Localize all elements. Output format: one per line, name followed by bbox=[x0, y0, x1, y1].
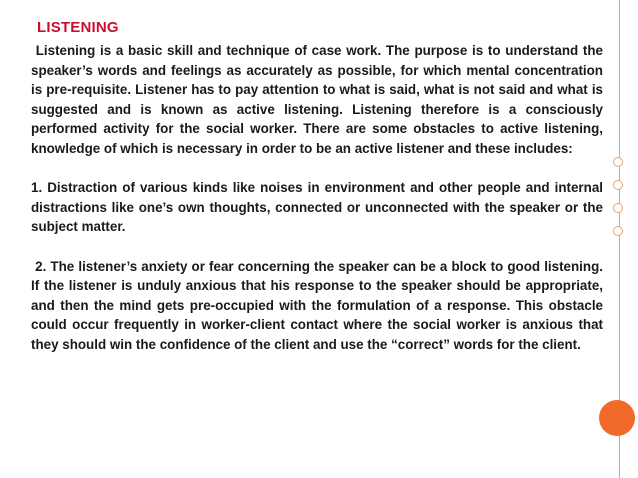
rail-circle-icon bbox=[613, 180, 623, 190]
slide-title: LISTENING bbox=[37, 19, 119, 36]
intro-paragraph: Listening is a basic skill and technique of case work. The purpose is to understand the speaker’s words and feelings as accurately as possible, for which mental concentration is pre-requisite. Listener has to pay attention to what is said, what is not said and what is suggested and is known as active listening. Listening therefore is a consciously performed activity for the social worker. There are some obstacles to active listening, knowledge of which is necessary in order to be an active listener and these includes: bbox=[31, 43, 607, 156]
rail-circle-icon bbox=[613, 203, 623, 213]
point-2-paragraph: 2. The listener’s anxiety or fear concerning the speaker can be a block to good listening. If the listener is unduly anxious that his response to the speaker should be appropriate, and then the mind gets pre-occupied with the formulation of a response. This obstacle could occur frequently in worker-client contact where the social worker is anxious that they should win the confidence of the client and use the “correct” words for the client. bbox=[31, 258, 607, 352]
rail-circle-icon bbox=[613, 226, 623, 236]
slide-body bbox=[31, 41, 607, 355]
rail-circle-icon bbox=[613, 157, 623, 167]
point-1-paragraph: 1. Distraction of various kinds like noises in environment and other people and internal distractions like one’s own thoughts, connected or unconnected with the speaker or the subject matter. bbox=[31, 180, 603, 235]
orange-circle-icon bbox=[599, 400, 635, 436]
